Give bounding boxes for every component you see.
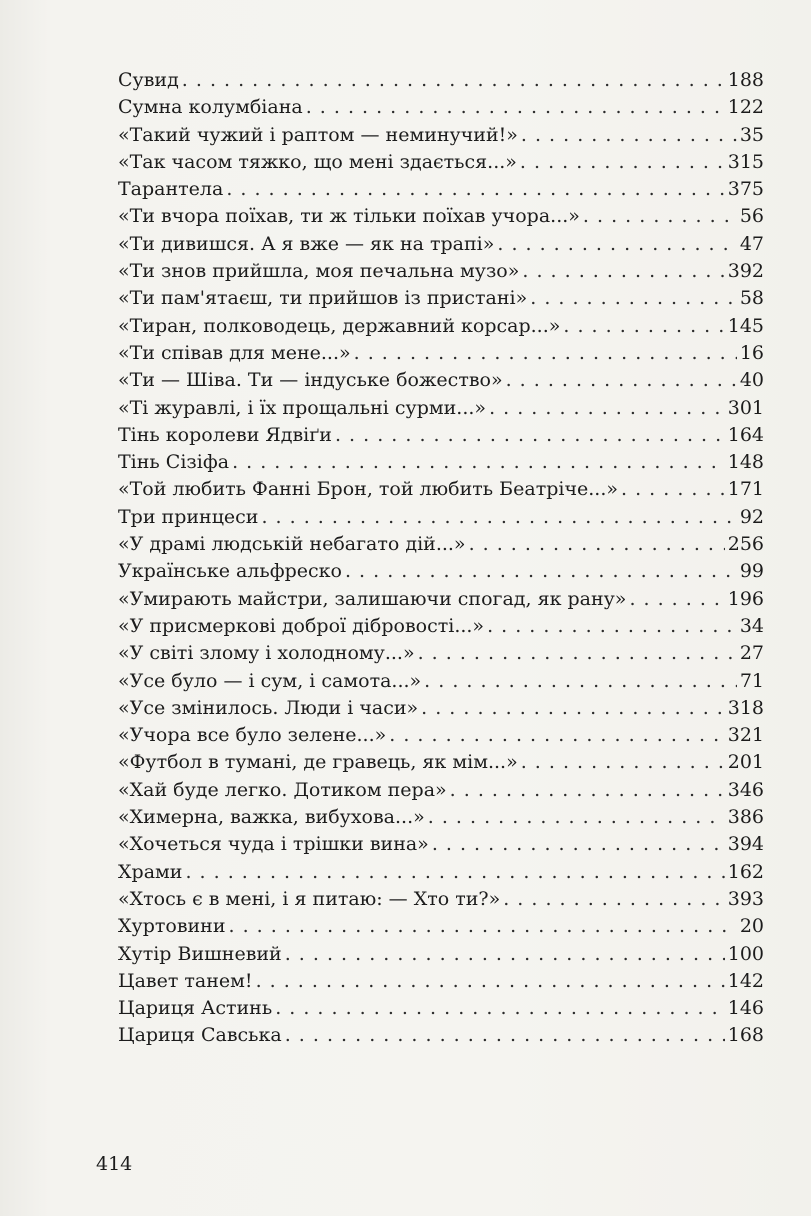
toc-entry-title: Сувид <box>118 69 179 91</box>
toc-entry-title: «Усе змінилось. Люди і часи» <box>118 696 419 719</box>
toc-entry <box>118 859 764 886</box>
dot-leader <box>354 340 737 367</box>
toc-entry-page: 56 <box>739 205 764 228</box>
toc-entry <box>118 449 764 476</box>
toc-entry-page: 321 <box>727 724 764 747</box>
toc-entry-title: «Ти співав для мене...» <box>118 341 351 364</box>
toc-entry <box>118 995 764 1022</box>
dot-leader <box>563 313 724 340</box>
toc-entry-page: 168 <box>727 1024 764 1047</box>
toc-entry-page: 27 <box>739 642 764 665</box>
toc-entry-page: 346 <box>727 778 764 801</box>
toc-entry-page: 201 <box>727 751 764 774</box>
toc-entry-page: 196 <box>727 587 764 610</box>
toc-entry-page: 35 <box>739 123 764 146</box>
toc-entry-title: Цариця Астинь <box>118 997 273 1020</box>
toc-entry-page: 40 <box>739 369 764 392</box>
toc-entry <box>118 476 764 503</box>
table-of-contents <box>118 67 764 1050</box>
toc-entry-title: Тарантела <box>118 178 224 201</box>
toc-entry-title: «Химерна, важка, вибухова...» <box>118 806 425 829</box>
toc-entry-title: «Ти — Шіва. Ти — індуське божество» <box>118 369 503 392</box>
toc-entry-page: 100 <box>727 942 764 965</box>
toc-entry <box>118 831 764 858</box>
dot-leader <box>418 640 737 667</box>
dot-leader <box>285 1022 725 1049</box>
dot-leader <box>497 231 736 258</box>
dot-leader <box>506 367 737 394</box>
toc-entry-page: 318 <box>727 696 764 719</box>
toc-entry <box>118 1022 764 1049</box>
toc-entry-page: 315 <box>727 150 764 173</box>
toc-entry-title: «Учора все було зелене...» <box>118 724 387 747</box>
toc-entry-page: 99 <box>739 560 764 583</box>
toc-entry-page: 142 <box>727 969 764 992</box>
toc-entry-page: 394 <box>727 833 764 856</box>
toc-entry <box>118 258 764 285</box>
dot-leader <box>487 613 737 640</box>
toc-entry-page: 375 <box>727 178 764 201</box>
dot-leader <box>306 94 725 121</box>
toc-entry-title: «У драмі людській небагато дій...» <box>118 533 466 556</box>
toc-entry <box>118 531 764 558</box>
toc-entry-title: «Ти знов прийшла, моя печальна музо» <box>118 260 520 283</box>
toc-entry-page: 20 <box>739 915 764 938</box>
toc-entry-title: Українське альфреско <box>118 560 342 583</box>
dot-leader <box>522 258 724 285</box>
toc-entry-title: Сумна колумбіана <box>118 96 303 119</box>
toc-entry-title: «Той любить Фанні Брон, той любить Беатріче...» <box>118 478 618 501</box>
toc-entry-title: «Усе було — і сум, і самота...» <box>118 669 422 692</box>
dot-leader <box>229 913 737 940</box>
toc-entry-title: «У присмеркові доброї дібровості...» <box>118 614 485 637</box>
toc-entry-title: «Хтось є в мені, і я питаю: — Хто ти?» <box>118 887 501 910</box>
toc-entry <box>118 231 764 258</box>
dot-leader <box>345 558 737 585</box>
dot-leader <box>261 504 736 531</box>
page-number: 414 <box>96 1153 133 1175</box>
toc-entry <box>118 285 764 312</box>
dot-leader <box>428 804 725 831</box>
toc-entry-title: «Ти вчора поїхав, ти ж тільки поїхав учора...» <box>118 205 580 228</box>
toc-entry <box>118 340 764 367</box>
toc-entry-title: «Хочеться чуда і трішки вина» <box>118 833 429 856</box>
toc-entry-title: «Умирають майстри, залишаючи спогад, як рану» <box>118 587 627 610</box>
toc-entry-page: 301 <box>727 396 764 419</box>
toc-entry-page: 145 <box>727 314 764 337</box>
toc-entry <box>118 395 764 422</box>
toc-entry <box>118 176 764 203</box>
toc-entry-page: 188 <box>727 69 764 91</box>
toc-entry-page: 122 <box>727 96 764 119</box>
toc-entry-title: «У світі злому і холодному...» <box>118 642 415 665</box>
dot-leader <box>583 203 737 230</box>
dot-leader <box>226 176 724 203</box>
dot-leader <box>275 995 725 1022</box>
toc-entry-title: Цавет танем! <box>118 969 253 992</box>
toc-entry-page: 256 <box>727 533 764 556</box>
dot-leader <box>335 422 725 449</box>
toc-entry-page: 16 <box>739 341 764 364</box>
toc-entry-title: «Так часом тяжко, що мені здається...» <box>118 150 517 173</box>
toc-entry-title: Цариця Савська <box>118 1024 282 1047</box>
dot-leader <box>232 449 725 476</box>
dot-leader <box>182 67 725 94</box>
dot-leader <box>185 859 724 886</box>
toc-entry <box>118 203 764 230</box>
dot-leader <box>489 395 725 422</box>
dot-leader <box>285 941 725 968</box>
toc-entry-page: 162 <box>727 860 764 883</box>
toc-entry-page: 392 <box>727 260 764 283</box>
toc-entry <box>118 749 764 776</box>
toc-entry <box>118 886 764 913</box>
toc-entry-title: «Ти дивишся. А я вже — як на трапі» <box>118 232 495 255</box>
toc-entry <box>118 367 764 394</box>
toc-entry-page: 47 <box>739 232 764 255</box>
toc-entry <box>118 941 764 968</box>
toc-entry-page: 71 <box>739 669 764 692</box>
toc-entry-page: 386 <box>727 806 764 829</box>
toc-entry-title: Хуртовини <box>118 915 226 938</box>
toc-entry-title: «Такий чужий і раптом — неминучий!» <box>118 123 518 146</box>
toc-entry <box>118 668 764 695</box>
toc-entry-title: Хутір Вишневий <box>118 942 282 965</box>
toc-entry <box>118 695 764 722</box>
toc-entry-page: 164 <box>727 423 764 446</box>
toc-entry <box>118 422 764 449</box>
toc-entry <box>118 613 764 640</box>
toc-entry <box>118 558 764 585</box>
toc-entry <box>118 67 764 94</box>
dot-leader <box>530 285 737 312</box>
dot-leader <box>256 968 725 995</box>
toc-entry-title: Тінь королеви Ядвіґи <box>118 423 332 446</box>
toc-entry-page: 92 <box>739 505 764 528</box>
toc-entry <box>118 313 764 340</box>
toc-entry-page: 148 <box>727 451 764 474</box>
toc-entry-page: 146 <box>727 997 764 1020</box>
toc-entry <box>118 94 764 121</box>
toc-entry-page: 171 <box>727 478 764 501</box>
dot-leader <box>432 831 725 858</box>
toc-entry-title: Тінь Сізіфа <box>118 451 230 474</box>
toc-entry <box>118 804 764 831</box>
dot-leader <box>421 695 725 722</box>
toc-entry <box>118 640 764 667</box>
dot-leader <box>424 668 737 695</box>
toc-entry <box>118 722 764 749</box>
dot-leader <box>521 122 737 149</box>
toc-entry-page: 58 <box>739 287 764 310</box>
toc-entry <box>118 122 764 149</box>
toc-entry-title: Храми <box>118 860 183 883</box>
toc-entry-title: «Тиран, полководець, державний корсар...» <box>118 314 561 337</box>
toc-entry-title: «Ти пам'ятаєш, ти прийшов із пристані» <box>118 287 528 310</box>
toc-entry-page: 393 <box>727 887 764 910</box>
toc-entry-title: «Футбол в тумані, де гравець, як мім...» <box>118 751 518 774</box>
dot-leader <box>521 749 725 776</box>
dot-leader <box>469 531 725 558</box>
toc-entry-page: 34 <box>739 614 764 637</box>
toc-entry-title: «Ті журавлі, і їх прощальні сурми...» <box>118 396 487 419</box>
dot-leader <box>621 476 725 503</box>
toc-entry-title: «Хай буде легко. Дотиком пера» <box>118 778 447 801</box>
dot-leader <box>520 149 725 176</box>
toc-entry <box>118 504 764 531</box>
toc-entry-title: Три принцеси <box>118 505 259 528</box>
toc-entry <box>118 913 764 940</box>
toc-entry <box>118 149 764 176</box>
toc-entry <box>118 586 764 613</box>
dot-leader <box>450 777 725 804</box>
dot-leader <box>503 886 725 913</box>
dot-leader <box>389 722 724 749</box>
dot-leader <box>629 586 724 613</box>
toc-entry <box>118 777 764 804</box>
toc-entry <box>118 968 764 995</box>
